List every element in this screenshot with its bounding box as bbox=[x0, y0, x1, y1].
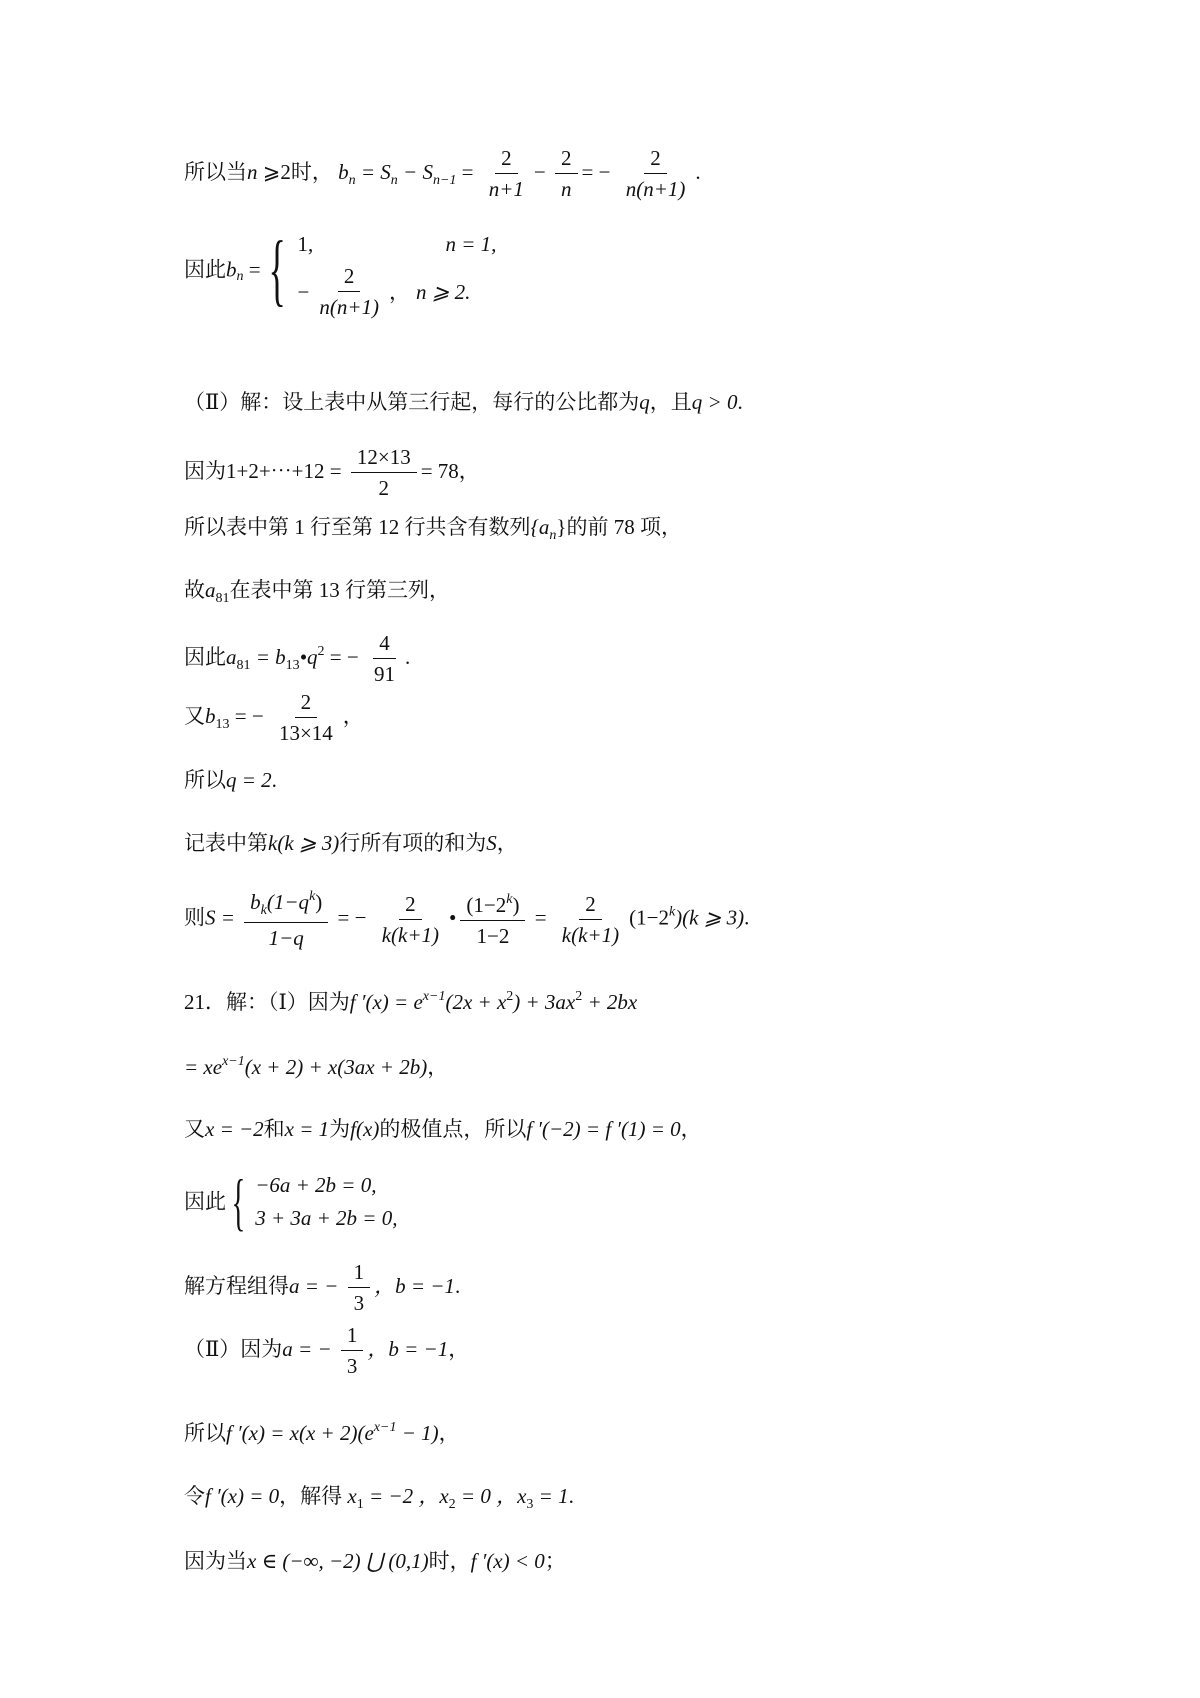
line-roots: 令f ′(x) = 0，解得 $x_1 = -2$ ，$x_2 = 0$ ，$x_3 = 1$. bbox=[184, 1484, 574, 1512]
line-a81-value: 因此$a_{81}$ = $b_{13}•q^2$ = − $\frac{4}{91}$ . bbox=[184, 631, 411, 686]
line-fprime-factored: 所以f $'(x) = x(x + 2)(e^{x-1} - 1)$， bbox=[184, 1420, 460, 1445]
line-part2-setup: （Ⅱ）解：设上表中从第三行起，每行的公比都为q，且q > 0. bbox=[184, 390, 743, 414]
cases: 1, n = 1, − $\frac{2}{n(n+1)}$ ， n ⩾ 2. bbox=[297, 231, 497, 319]
line-system: 因此 { −6a + 2b = 0, 3 + 3a + 2b = 0, bbox=[184, 1166, 398, 1238]
line-row-sum-formula: 则S = $\frac{b_k(1-q^k)}{1-q}$ = − $\frac{2}{k(k+1)}$ • $\frac{(1-2^k)}{1-2}$ = $\frac{2}{k(k+1)}$ $(1-2^k)(k$ ⩾ 3). bbox=[184, 889, 750, 950]
line-bn-difference: 所以当n ⩾2时， $b_n = S_n - S_{n-1}$ = $\frac{2}{n+1}$ − $\frac{2}{n}$ = − $\frac{2}{n(n+1)}$ . bbox=[184, 146, 701, 201]
left-brace: { bbox=[231, 1166, 246, 1238]
line-b13: 又$b_{13}$ = − $\frac{2}{13\times 14}$ ， bbox=[184, 690, 364, 745]
left-brace: { bbox=[268, 226, 286, 314]
fraction: $\frac{2}{n(n+1)}$ bbox=[625, 146, 686, 201]
line-row-sum-def: 记表中第k(k ⩾ 3)行所有项的和为S， bbox=[184, 831, 518, 855]
line-bn-piecewise: 因此$b_n$ = { 1, n = 1, − $\frac{2}{n(n+1)}$ ， n ⩾ 2. bbox=[184, 222, 496, 318]
line-sum-78: 因为1+2+⋯+12 = $\frac{12\times 13}{2}$ = 78， bbox=[184, 445, 480, 500]
line-derivative-factored: = $xe^{x-1}(x + 2) + x(3ax + 2b)$， bbox=[184, 1054, 449, 1079]
line-part2-ab: （Ⅱ）因为a = − $\frac{1}{3}$ ，b = −1， bbox=[184, 1323, 470, 1378]
line-q-value: 所以q = 2. bbox=[184, 768, 277, 792]
line-a81-position: 故$a_{81}$在表中第 13 行第三列， bbox=[184, 578, 450, 606]
fraction: $\frac{2}{n+1}$ bbox=[488, 146, 524, 201]
line-solution-ab: 解方程组得a = − $\frac{1}{3}$ ，b = −1. bbox=[184, 1260, 461, 1315]
line-first-78-terms: 所以表中第 1 行至第 12 行共含有数列$\{a_n\}$的前 78 项， bbox=[184, 515, 682, 543]
fraction: $\frac{2}{n}$ bbox=[555, 148, 578, 200]
line-q21-derivative: 21．解：（Ⅰ）因为f $'(x) = e^{x-1}(2x + x^2) + 3ax^2 + 2bx$ bbox=[184, 989, 638, 1014]
line-sign-negative: 因为当x ∈ (−∞, −2) ⋃ (0,1)时，f ′(x) < 0； bbox=[184, 1549, 566, 1573]
line-extreme-points: 又x = −2和x = 1为f(x)的极值点，所以f ′(−2) = f ′(1) = 0， bbox=[184, 1117, 702, 1141]
